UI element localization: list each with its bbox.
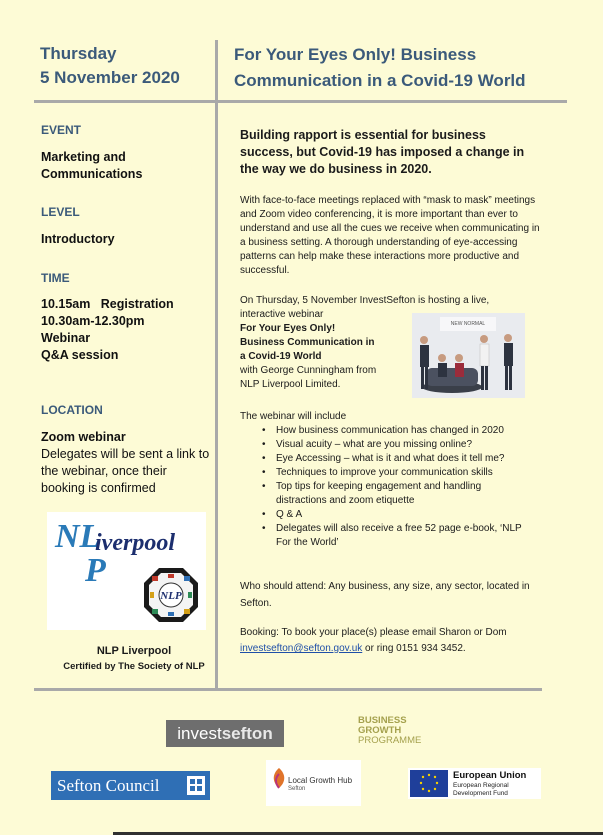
lead-paragraph: Building rapport is essential for business success, but Covid-19 has imposed a change in the way we do business in 2020. [240, 128, 525, 176]
time-range: 10.30am-12.30pm [41, 314, 145, 328]
business-people-illustration [412, 313, 525, 398]
event-full-date: 5 November 2020 [40, 68, 180, 87]
level-heading: LEVEL [41, 205, 80, 219]
lgh-sub-text: Sefton [288, 786, 306, 792]
event-day: Thursday [40, 44, 117, 63]
sefton-text: sefton [221, 724, 273, 743]
business-growth-programme-logo [358, 716, 448, 746]
time-registration: 10.15am Registration [41, 297, 174, 311]
logo-liverpool-text: iverpool [95, 530, 175, 556]
location-value: Zoom webinar [41, 430, 126, 444]
title-line-1: For Your Eyes Only! Business [234, 45, 477, 64]
event-value-line-1: Marketing and [41, 150, 126, 164]
badge-text: NLP [160, 590, 182, 602]
webinar-intro: The webinar will include [240, 411, 347, 422]
leaf-icon [270, 766, 288, 790]
header-divider [34, 100, 567, 103]
hosting-line: On Thursday, 5 November InvestSefton is hosting a live, [240, 295, 490, 306]
presenter-company: NLP Liverpool Limited. [240, 379, 341, 390]
time-value [41, 296, 174, 364]
list-item: • How business communication has changed in 2020 [240, 424, 540, 438]
time-qa: Q&A session [41, 348, 119, 362]
who-should-attend: Who should attend: Any business, any size, any sector, located in Sefton. [240, 581, 530, 609]
list-item: • Techniques to improve your communication skills [240, 466, 540, 480]
level-value: Introductory [41, 232, 115, 246]
sefton-council-logo [51, 771, 210, 800]
event-date [40, 42, 180, 90]
intro-paragraph: With face-to-face meetings replaced with “mask to mask” meetings and Zoom video conferencing, it is more important than ever to understand and use all the cues we receive when communicating in a business setting. A thorough understanding of eye-accessing patterns can help make these interactions more productive and successful. [240, 195, 540, 276]
sefton-council-text: Sefton Council [57, 776, 160, 795]
eu-flag-icon [410, 770, 448, 797]
eu-fund-line-2: Development Fund [453, 790, 508, 797]
webinar-title-3: a Covid-19 World [240, 351, 322, 362]
booking-email-link[interactable]: investsefton@sefton.gov.uk [240, 643, 363, 654]
webinar-topics-list [240, 424, 540, 550]
european-union-logo [408, 768, 541, 799]
nlp-badge-icon [142, 566, 200, 624]
event-value-line-2: Communications [41, 167, 143, 181]
footer-divider [34, 688, 542, 691]
photo-caption: NEW NORMAL [450, 321, 486, 327]
lgh-text: Local Growth Hub [288, 776, 353, 785]
org-name: NLP Liverpool [96, 645, 172, 657]
logo-p-text: P [85, 552, 106, 589]
list-item: • Delegates will also receive a free 52 page e-book, ‘NLP For the World’ [240, 522, 526, 550]
nlp-liverpool-logo [47, 512, 206, 630]
eu-fund-line-1: European Regional [453, 782, 509, 789]
booking-info [240, 625, 540, 657]
location-note: Delegates will be sent a link to the webinar, once their booking is confirmed [41, 447, 210, 495]
hosting-details [240, 308, 410, 392]
booking-suffix: or ring 0151 934 3452. [362, 643, 466, 654]
invest-sefton-logo [166, 720, 284, 747]
hosting-line-2: interactive webinar [240, 309, 324, 320]
webinar-title-2: Business Communication in [240, 337, 375, 348]
title-line-2: Communication in a Covid-19 World [234, 71, 526, 90]
time-webinar: Webinar [41, 331, 91, 345]
page-title [234, 42, 579, 94]
time-heading: TIME [41, 271, 70, 285]
sefton-crest-icon [186, 775, 206, 796]
list-item: • Visual acuity – what are you missing online? [240, 438, 540, 452]
column-divider [215, 40, 218, 688]
list-item: • Eye Accessing – what is it and what does it tell me? [240, 452, 540, 466]
local-growth-hub-logo [266, 760, 361, 806]
webinar-title-1: For Your Eyes Only! [240, 323, 336, 334]
org-certification: Certified by The Society of NLP [63, 661, 205, 672]
event-value [41, 149, 142, 183]
eu-title: European Union [453, 770, 527, 781]
logo-nl-text: NL [55, 518, 101, 555]
invest-text: invest [177, 724, 222, 743]
bgp-line-3: PROGRAMME [358, 735, 422, 746]
list-item: • Q & A [240, 508, 540, 522]
booking-prefix: Booking: To book your place(s) please email Sharon or Dom [240, 627, 507, 638]
event-heading: EVENT [41, 123, 82, 137]
list-item: • Top tips for keeping engagement and handling distractions and zoom etiquette [240, 480, 526, 508]
presenter-line: with George Cunningham from [240, 365, 377, 376]
location-heading: LOCATION [41, 403, 103, 417]
bgp-line-2: GROWTH [358, 725, 402, 736]
bgp-line-1: BUSINESS [358, 715, 407, 726]
